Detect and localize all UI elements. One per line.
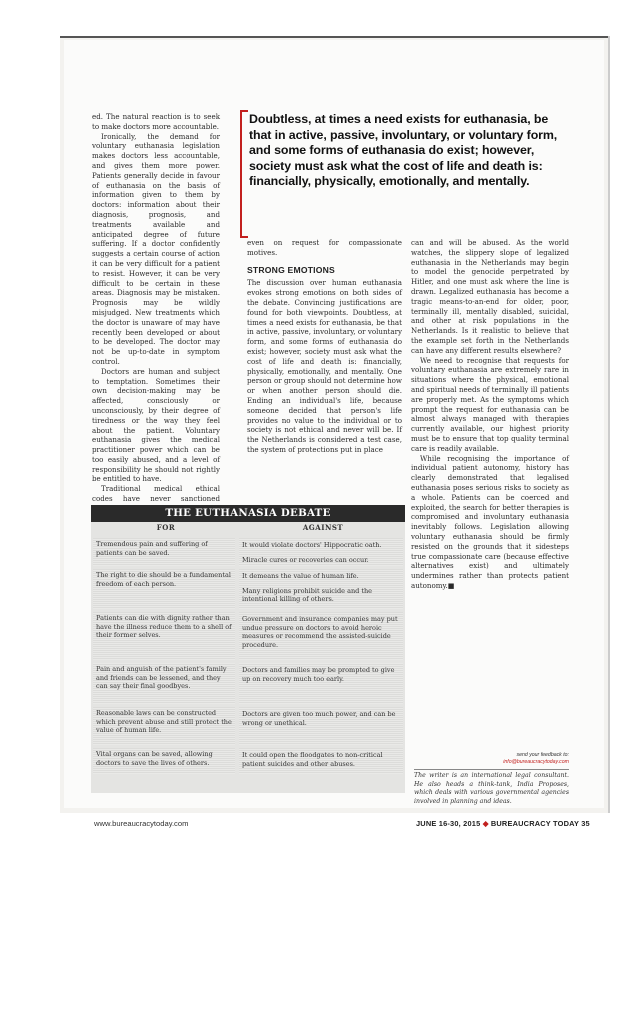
article-column-2 [247,238,402,455]
against-item: Doctors are given too much power, and can be wrong or unethical. [242,710,396,727]
table-header-row [91,522,405,534]
paragraph: The discussion over human euthanasia evokes strong emotions on both sides of the debate. Convincing justifications are found for both viewpoints. Doubtless, at times a need exists for euthanasia, be that in active, passive, involuntary, or voluntary form, and some forms of euthanasia do exist; however, society must ask what the cost of life and death is: financially, physically, emotionally, and mentally. One person or group should not determine how or when another person should die. Ending an individual's life, because someone decided that person's life provides no value to the individual or to society is not ethical and never will be. If the Netherlands is considered a test case, the system of protections put in place [247,278,402,454]
against-cell [239,538,403,566]
against-header: AGAINST [302,523,344,532]
article-column-1 [92,112,220,514]
against-item: Doctors and families may be prompted to give up on recovery much too early. [242,666,395,683]
against-item: Government and insurance companies may put undue pressure on doctors to avoid heroic measures or recommend the assisted-suicide procedure. [242,615,398,649]
against-cell [239,663,403,704]
pullquote-bracket [240,110,248,238]
diamond-icon: ◆ [482,819,489,828]
table-row [91,538,405,566]
feedback-email[interactable]: info@bureaucracytoday.com [503,759,569,765]
table-row [91,748,405,774]
feedback-label: send your feedback to: [516,752,569,758]
against-item: Miracle cures or recoveries can occur. [242,555,369,564]
against-cell [239,748,403,774]
article-column-3 [411,238,569,591]
against-item: It demeans the value of human life. [242,572,359,580]
author-bio: The writer is an international legal consultant. He also heads a think-tank, India Proposes, which deals with various governmental agencies involved in planning and ideas. [414,772,569,805]
for-cell: Patients can die with dignity rather than have the illness reduce them to a shell of their former selves. [93,612,235,660]
feedback-note [414,752,569,766]
footer-folio [416,819,590,828]
section-subhead: STRONG EMOTIONS [247,264,335,275]
against-cell [239,612,403,660]
table-row [91,612,405,660]
against-item: It would violate doctors' Hippocratic oath. [242,541,382,549]
paragraph: Doctors are human and subject to temptation. Sometimes their own decision-making may be affected, consciously or unconsciously, by their degree of tiredness or the way they feel about the patient. Voluntary euthanasia gives the medical practitioner power which can be too easily abused, and a level of responsibility he should not rightly be entitled to have. [92,366,220,484]
for-cell: The right to die should be a fundamental freedom of each person. [93,569,235,609]
against-cell [239,569,403,609]
euthanasia-debate-table [91,505,405,793]
table-row [91,569,405,609]
paragraph: We need to recognise that requests for voluntary euthanasia are extremely rare in situations where the physical, emotional and spiritual needs of terminally ill patients are properly met. As the symptoms which prompt the request for euthanasia can be almost always managed with therapies currently available, our highest priority must be to ensure that top quality terminal care is readily available. [411,355,569,453]
table-row [91,663,405,704]
footer-url[interactable]: www.bureaucracytoday.com [94,819,189,828]
table-title: THE EUTHANASIA DEBATE [91,505,405,522]
paragraph: even on request for compassionate motives. [247,238,402,257]
magazine-name: BUREAUCRACY TODAY [490,819,579,828]
against-cell [239,707,403,745]
for-header: FOR [156,523,176,532]
for-cell: Pain and anguish of the patient's family and friends can be lessened, and they can say their final goodbyes. [93,663,235,704]
paragraph: While recognising the importance of individual patient autonomy, history has clearly demonstrated that legalised euthanasia poses serious risks to society as a whole. Patients can be coerced and exploited, the search for better therapies is compromised and involuntary euthanasia inevitably follows. Legislation allowing voluntary euthanasia should be firmly resisted on the grounds that it sidesteps true compassionate care (because effective alternatives exist) and ultimately undermines rather than protects patient autonomy.■ [411,453,569,590]
paragraph: can and will be abused. As the world watches, the slippery slope of legalized euthanasia in the Netherlands may begin to model the genocide perpetrated by Hitler, and one must ask where the line is drawn. Legalized euthanasia has become a tragic means-to-an-end for older, poor, terminally ill, mentally disabled, suicidal, and other at risk populations in the Netherlands. Is it realistic to believe that the example set forth in the Netherlands can have any different results elsewhere? [411,238,569,355]
paragraph: ed. The natural reaction is to seek to make doctors more accountable. [92,112,220,131]
pullquote: Doubtless, at times a need exists for euthanasia, be that in active, passive, involuntary, or voluntary form, and some forms of euthanasia do exist; however, society must ask what the cost of life and death is: financially, physically, emotionally, and mentally. [249,112,558,189]
issue-date: JUNE 16-30, 2015 [416,819,481,828]
for-cell: Vital organs can be saved, allowing doctors to save the lives of others. [93,748,235,774]
against-item: Many religions prohibit suicide and the intentional killing of others. [242,586,372,604]
page-number: 35 [581,819,590,828]
for-cell: Tremendous pain and suffering of patients can be saved. [93,538,235,566]
table-row [91,707,405,745]
for-cell: Reasonable laws can be constructed which prevent abuse and still protect the value of human life. [93,707,235,745]
divider [414,769,569,770]
magazine-page [64,40,604,828]
paragraph: Ironically, the demand for voluntary euthanasia legislation makes doctors less accountable, and gives them more power. Patients generally decide in favour of euthanasia on the basis of information given to them by doctors: information about their diagnosis, prognosis, and treatments available and anticipated degree of future suffering. If a doctor confidently suggests a certain course of action it can be very difficult for a patient to resist. However, it can be very difficult to be certain in these areas. Diagnosis may be mistaken. Prognosis may be wildly misjudged. New treatments which the doctor is unaware of may have recently been developed or about to be developed. The doctor may not be up-to-date in symptom control. [92,131,220,366]
against-item: It could open the floodgates to non-critical patient suicides and other abuses. [242,751,383,768]
paragraph: Traditional medical ethical codes have never sanctioned [92,484,220,504]
